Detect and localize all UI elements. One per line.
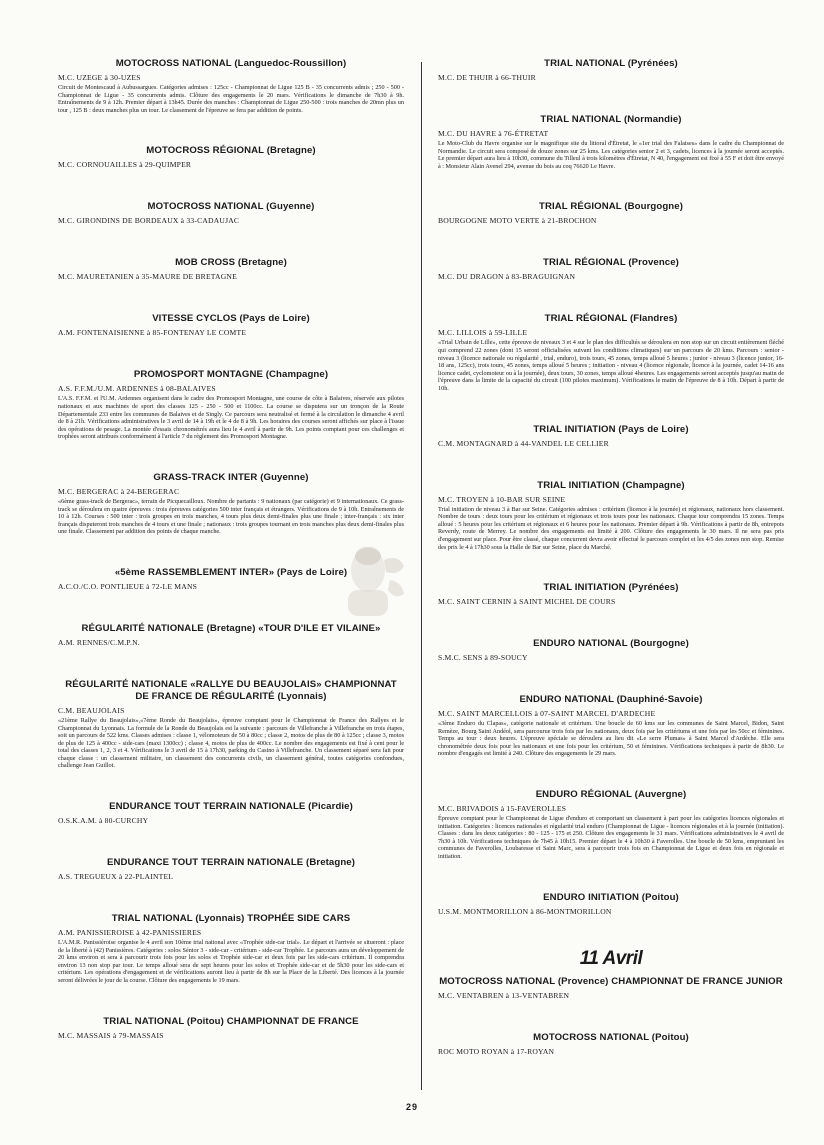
event-title: PROMOSPORT MONTAGNE (Champagne): [133, 369, 329, 381]
event-description: «21ème Rallye du Beaujolais»,«7ème Ronde du Beaujolais», épreuve comptant pour le Championnat de France des Rallyes et le Championnat du Lyonnais. La formule de la Ronde du Beaujolais est la suivante : parcours de Villefranche à Villefranche en trois étapes, soit un parcours de 522 kms. Classes admises : classe 1, vélomoteurs de 50 à 80cc ; classe 2, motos de plus de 80 à 125cc ; classe 3, motos de plus de 125 à 400cc - side-cars (maxi 1300cc) ; classe 4, motos de plus de 400cc. Le nombre des engagements est fixé à cent pour le total des classes 1, 2, 3 et 4. Vérifications le 3 avril de 15 à 17h30, parking du Casino à Villefranche. Un classement séparé sera fait pour chaque classe : un classement militaire, un classement des concurrents civils, un classement général, toutes catégories confondues, challenge Jean Guillot.: [58, 716, 404, 770]
event-entry: [438, 257, 784, 282]
after-date-events: [438, 976, 784, 1057]
event-description: «6ème grass-track de Bergerac», terrain de Picquecailloux. Nombre de partants : 9 nationaux (par catégorie) et 9 internationaux. Ce grass-track se déroulera en quatre épreuves : trois épreuves catégories 500 inter français et étrangers. Vérifications de 9 à 10h. Entraînements de 10 à 12h. Courses : 500 inter : trois groupes en trois manches, 4 tours plus deux demi-finales plus une finale ; inter-français : six inter français disputeront trois manches de 4 tours et une finale ; nationaux : trois groupes tournant en trois manches plus deux demi-finales plus une finale. Classement par addition des points de chaque manche.: [58, 497, 404, 536]
event-description: Le Moto-Club du Havre organise sur le magnifique site du littoral d'Étretat, le «1er trial des Falaises» dans le cadre du Championnat de Normandie. Le circuit sera composé de douze zones sur 25 kms. Les catégories senior 2 et 3, cadets, licences à la journée seront acceptés. Le premier départ aura lieu à 10h30, commune du Tilleul à trois kilomètres d'Étretat, N 40, l'engagement est fixé à 55 F et doit être envoyé à : Monsieur Alain Avenel 294, avenue du bois au coq 76620 Le Havre.: [438, 140, 784, 170]
event-title: «5ème RASSEMBLEMENT INTER» (Pays de Loire): [114, 566, 348, 578]
event-entry: [58, 472, 404, 536]
event-club: M.C. MAURETANIEN à 35-MAURE DE BRETAGNE: [58, 272, 237, 282]
event-title: TRIAL NATIONAL (Lyonnais) TROPHÉE SIDE CARS: [111, 913, 351, 925]
event-title: ENDURO RÉGIONAL (Auvergne): [535, 789, 687, 801]
event-title: TRIAL RÉGIONAL (Flandres): [544, 313, 678, 325]
event-club: A.C.O./C.O. PONTLIEUE à 72-LE MANS: [58, 581, 198, 591]
event-club: M.C. BERGERAC à 24-BERGERAC: [58, 486, 180, 496]
event-entry: [58, 801, 404, 826]
event-entry: [438, 892, 784, 917]
event-title: ENDURANCE TOUT TERRAIN NATIONALE (Bretagne): [106, 857, 356, 869]
event-title: TRIAL INITIATION (Pyrénées): [543, 582, 679, 594]
event-entry: [438, 694, 784, 758]
event-title: TRIAL NATIONAL (Normandie): [540, 114, 682, 125]
event-entry: [58, 257, 404, 282]
event-title: MOTOCROSS NATIONAL (Poitou): [533, 1031, 689, 1043]
event-entry: [58, 58, 404, 114]
event-title: GRASS-TRACK INTER (Guyenne): [153, 471, 309, 483]
event-club: S.M.C. SENS à 89-SOUCY: [438, 653, 528, 663]
event-club: A.M. FONTENAISIENNE à 85-FONTENAY LE COMTE: [58, 328, 247, 338]
event-entry: [58, 145, 404, 170]
event-entry: [58, 201, 404, 226]
event-club: A.M. PANISSIEROISE à 42-PANISSIERES: [58, 928, 202, 938]
event-title: TRIAL NATIONAL (Poitou) CHAMPIONNAT DE FRANCE: [103, 1015, 359, 1027]
date-heading: 11 Avril: [579, 947, 643, 969]
event-entry: [58, 679, 404, 770]
event-entry: [438, 1032, 784, 1057]
event-club: M.C. SAINT MARCELLOIS à 07-SAINT MARCEL D'ARDECHE: [438, 709, 656, 719]
event-entry: [438, 201, 784, 226]
event-club: M.C. VENTABREN à 13-VENTABREN: [438, 990, 570, 1000]
event-entry: [58, 623, 404, 648]
event-club: M.C. BRIVADOIS à 15-FAVEROLLES: [438, 804, 567, 814]
event-club: A.M. RENNES/C.M.P.N.: [58, 637, 140, 647]
event-club: C.M. BEAUJOLAIS: [58, 705, 125, 715]
event-description: «Trial Urbain de Lille», cette épreuve de niveaux 3 et 4 sur le plan des difficultés se déroulera en non stop sur un circuit entièrement fléché qui comprend 22 zones (dont 15 seront officialisées suivant les conditions climatiques) sur un parcours de 20 kms. Parcours : senior - niveau 3 (licence nationale ou régularité , trial, enduro), trois tours, 45 zones, temps alloué 5 heures ; junior - niveau 3 (licence junior, 16-18 ans, 125cc), trois tours, 45 zones, temps alloué 5 heures ; initiation - niveau 4 (licence régionale, licence à la journée, cadet 14-16 ans licence cadet, cyclomoteur ou à la journée), deux tours, 30 zones, temps alloué 4heures. Les engagements seront acceptés jusqu'au matin de l'épreuve dans la limite de la capacité du circuit (100 pilotes maximum). Vérifications le matin de l'épreuve de 8 à 10h. Départ à partir de 10h.: [438, 339, 784, 392]
photo-watermark-icon: [338, 530, 416, 622]
event-title: TRIAL NATIONAL (Pyrénées): [544, 58, 678, 69]
event-club: M.C. LILLOIS à 59-LILLE: [438, 328, 528, 338]
event-title: RÉGULARITÉ NATIONALE (Bretagne) «TOUR D'ILE ET VILAINE»: [81, 622, 381, 634]
event-entry: [58, 369, 404, 441]
event-club: M.C. UZEGE à 30-UZES: [58, 73, 141, 82]
event-title: MOTOCROSS NATIONAL (Provence) CHAMPIONNAT DE FRANCE JUNIOR: [439, 975, 783, 987]
event-title: ENDURANCE TOUT TERRAIN NATIONALE (Picardie): [109, 801, 353, 813]
event-description: Épreuve comptant pour le Championnat de Ligue d'enduro et comportant un classement à part pour les catégories licences régionales et initiation. Catégories : licences nationales et régularité trial enduro (Championnat de Ligue - licences régionales et à la journée (initiation). Classes : dans les deux catégories : 80 - 125 - 175 et 250. Clôture des engagements le 31 mars. Vérifications administratives le 4 avril de 7h30 à 10h. Vérifications techniques de 7h45 à 10h15. Premier départ le 4 à 10h30 à Faverolles. Une boucle de 50 kms, empruntant les communes de Faverolles, Loubaresse et Saint Marc, sera à parcourir trois fois en Championnat de Ligue et deux fois en régionale et initiation.: [438, 815, 784, 861]
event-entry: [438, 313, 784, 392]
event-title: TRIAL RÉGIONAL (Provence): [543, 257, 679, 269]
event-entry: [438, 789, 784, 861]
event-title: MOTOCROSS NATIONAL (Guyenne): [147, 201, 315, 213]
event-title: MOB CROSS (Bretagne): [175, 257, 287, 269]
event-title: TRIAL INITIATION (Champagne): [537, 479, 685, 491]
event-entry: [438, 58, 784, 83]
event-club: M.C. DU HAVRE à 76-ÉTRETAT: [438, 129, 549, 138]
event-entry: [58, 1016, 404, 1041]
event-title: MOTOCROSS NATIONAL (Languedoc-Roussillon): [115, 58, 347, 69]
event-description: L'A.S. F.F.M. et l'U.M. Ardennes organisent dans le cadre des Promosport Montagne, une course de côte à Balaives, réservée aux pilotes nationaux et aux machines de sport des classes 125 - 250 - 500 et 1100cc. La course se disputera sur un tronçon de la Route Départementale 233 entre les communes de Balaives et de Singly. Ce parcours sera neutralisé et fermé à la circulation le dimanche 4 avril de 8 à 21h. Vérifications administratives le 3 avril de 14 à 19h et le 4 de 8 à 9h. Les horaires des courses seront affichés sur place à l'issue des opérations de pesage. La montée d'essais chronométrés aura lieu le 4 avril à partir de 9h. Les points comptant pour ces challenges et trophées seront attribués conformément à l'article 7 du règlement des Promosport Montagne.: [58, 395, 404, 441]
event-club: C.M. MONTAGNARD à 44-VANDEL LE CELLIER: [438, 438, 609, 448]
event-title: ENDURO NATIONAL (Dauphiné-Savoie): [519, 694, 703, 706]
event-title: RÉGULARITÉ NATIONALE «RALLYE DU BEAUJOLAIS» CHAMPIONNAT DE FRANCE DE RÉGULARITÉ (Lyonnais): [65, 678, 397, 702]
event-club: M.C. CORNOUAILLES à 29-QUIMPER: [58, 160, 192, 170]
event-description: «3ème Enduro du Clapas», catégorie nationale et critérium. Une boucle de 60 kms sur les communes de Saint Marcel, Bidon, Saint Remèze, Bourg Saint Andéol, sera parcourue trois fois par les nationaux, deux fois par les critériums et une fois par les 50cc et féminines. Temps au tour : deux heures. L'épreuve spéciale se déroulera au lieu dit «Le serre Plumas» à Saint Marcel d'Ardèche. Elle sera chronométrée deux fois pour les nationaux et une fois pour les critérium, 50 et féminines. Vérifications techniques à partir de 8h30. Le nombre d'engagés est limité à 240. Clôture des engagements le 29 mars.: [438, 720, 784, 758]
event-entry: [438, 638, 784, 663]
event-title: ENDURO INITIATION (Poitou): [543, 891, 679, 903]
event-title: TRIAL RÉGIONAL (Bourgogne): [538, 201, 683, 213]
right-column: [438, 58, 784, 1066]
event-title: MOTOCROSS RÉGIONAL (Bretagne): [146, 145, 316, 157]
event-club: M.C. MASSAIS à 79-MASSAIS: [58, 1030, 164, 1040]
event-entry: [438, 480, 784, 552]
event-entry: [58, 913, 404, 985]
event-title: VITESSE CYCLOS (Pays de Loire): [152, 313, 310, 325]
column-divider: [421, 62, 422, 1090]
event-club: A.S. F.F.M./U.M. ARDENNES à 08-BALAIVES: [58, 384, 216, 394]
event-description: L'A.M.R. Panissièroise organise le 4 avril son 10ème trial national avec «Trophée side-car trial». Le départ et l'arrivée se situeront : place de la liberté à (42) Panissières. Catégories : solos Sénior 3 - side-car - critérium - side-car Trophée. Le parcours aura un développement de 20 kms environ et sera à parcourir trois fois pour les solos et Trophée side-car et deux fois par les side-cars critérium. Il comprendra environ 13 non stop par tour. Le temps alloué sera de sept heures pour les solos et Trophée side-car et de 5h30 pour les side-cars et critérium. Les opérations d'engagement et de vérifications auront lieu à partir de 8h sur la Place de la Liberté. Des licences à la journée seront délivrées le jour de la course. Clôture des engagements le 19 mars.: [58, 939, 404, 985]
event-club: ROC MOTO ROYAN à 17-ROYAN: [438, 1046, 555, 1056]
event-club: A.S. TREGUEUX à 22-PLAINTEL: [58, 872, 174, 882]
event-title: TRIAL INITIATION (Pays de Loire): [533, 423, 689, 435]
event-entry: [438, 582, 784, 607]
event-entry: [58, 313, 404, 338]
event-club: U.S.M. MONTMORILLON à 86-MONTMORILLON: [438, 906, 612, 916]
event-club: M.C. SAINT CERNIN à SAINT MICHEL DE COURS: [438, 597, 616, 607]
event-entry: [438, 114, 784, 170]
event-entry: [438, 976, 784, 1001]
event-club: M.C. DU DRAGON à 83-BRAGUIGNAN: [438, 272, 576, 282]
event-title: ENDURO NATIONAL (Bourgogne): [533, 638, 689, 650]
right-events: [438, 58, 784, 917]
event-club: M.C. TROYEN à 10-BAR SUR SEINE: [438, 494, 566, 504]
event-description: Circuit de Montescaud à Aubussargues. Catégories admises : 125cc - Championnat de Ligue 125 B - 35 concurrents admis ; 250 - 500 - Championnat de Ligue - 35 concurrents admis. Clôture des engagements le 20 mars. Vérifications le dimanche de 7h30 à 9h. Entraînements de 9 à 12h. Premier départ à 13h45. Durée des manches : Championnat de Ligue 250-500 : trois manches de 20mn plus un tour , 125 B : deux manches plus un tour. Le classement de l'épreuve se fera par addition de points.: [58, 84, 404, 114]
event-club: M.C. GIRONDINS DE BORDEAUX à 33-CADAUJAC: [58, 216, 240, 226]
event-entry: [58, 857, 404, 882]
event-entry: [438, 424, 784, 449]
event-club: O.S.K.A.M. à 80-CURCHY: [58, 816, 149, 826]
event-club: M.C. DE THUIR à 66-THUIR: [438, 73, 536, 82]
page-number: 29: [405, 1102, 418, 1112]
event-description: Trial initiation de niveau 3 à Bar sur Seine. Catégories admises : critérium (licence à la journée) et régionaux, nationaux hors classement. Nombre de tours : deux tours pour les critérium et régionaux et trois tours pour les nationaux. Chaque tour comprendra 15 zones. Temps alloué : 5 heures pour les critérium et régionaux et 6 heures pour les nationaux. Premier départ à 9h. Vérifications à partir de 8h, entrepots Reverdy, route de Merrey. Le nombre des engagements est limité à 200. Clôture des engagements le 30 mars. Il ne sera pas pris d'engagement sur place. Pour être classé, chaque concurrent devra avoir effectué le parcours complet et les 4/5 des zones non stop. Remise des prix le 4 à 17h30 sous la Halle de Bar sur Seine, place du Marché.: [438, 505, 784, 551]
event-club: BOURGOGNE MOTO VERTE à 21-BROCHON: [438, 216, 597, 226]
